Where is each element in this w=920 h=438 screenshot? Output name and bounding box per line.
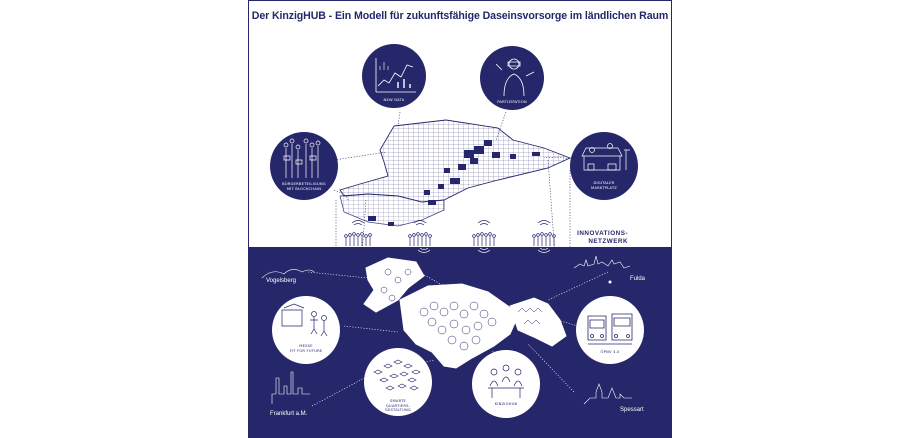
place-spessart: Spessart — [620, 407, 644, 413]
label-buergerbeteiligung — [264, 182, 344, 191]
label-new-data: NEW DATA — [383, 98, 405, 102]
circle-messe — [272, 296, 340, 364]
place-frankfurt: Frankfurt a.M. — [270, 411, 308, 417]
label-line: NETZWERK — [588, 237, 628, 245]
label-line: INNOVATIONS- — [577, 230, 628, 237]
label-messe — [266, 344, 346, 353]
label-line: MARKTPLATZ — [590, 185, 618, 190]
place-vogelsberg: Vogelsberg — [266, 278, 297, 284]
label-line: SMARTE — [389, 399, 407, 403]
label-smarte-quartiers — [358, 399, 438, 413]
label-line: MIT BLOCKCHAIN — [286, 186, 322, 191]
label-oepnv: ÖPNV 4.0 — [600, 350, 620, 354]
page-title: Der KinzigHUB - Ein Modell für zukunftsfähige Daseinsvorsorge im ländlichen Raum — [251, 10, 669, 22]
place-fulda: Fulda — [630, 276, 646, 282]
innovations-netzwerk-label — [577, 230, 628, 245]
label-partizipation: PARTIZIPATION — [497, 100, 527, 104]
kinzighub-poster — [248, 0, 672, 438]
label-line: FIT FOR FUTURE — [289, 348, 323, 353]
label-line: GESTALTUNG — [384, 408, 412, 413]
label-line: QUARTIERS- — [385, 403, 411, 408]
label-kinzighub: KINZIGHUB — [494, 402, 518, 406]
label-line: DIGITALER — [593, 181, 615, 185]
circle-kinzighub — [472, 350, 540, 418]
label-line: MESSE — [299, 344, 313, 348]
label-digitaler-marktplatz — [564, 181, 644, 190]
label-line: BÜRGERBETEILIGUNG — [282, 182, 326, 186]
